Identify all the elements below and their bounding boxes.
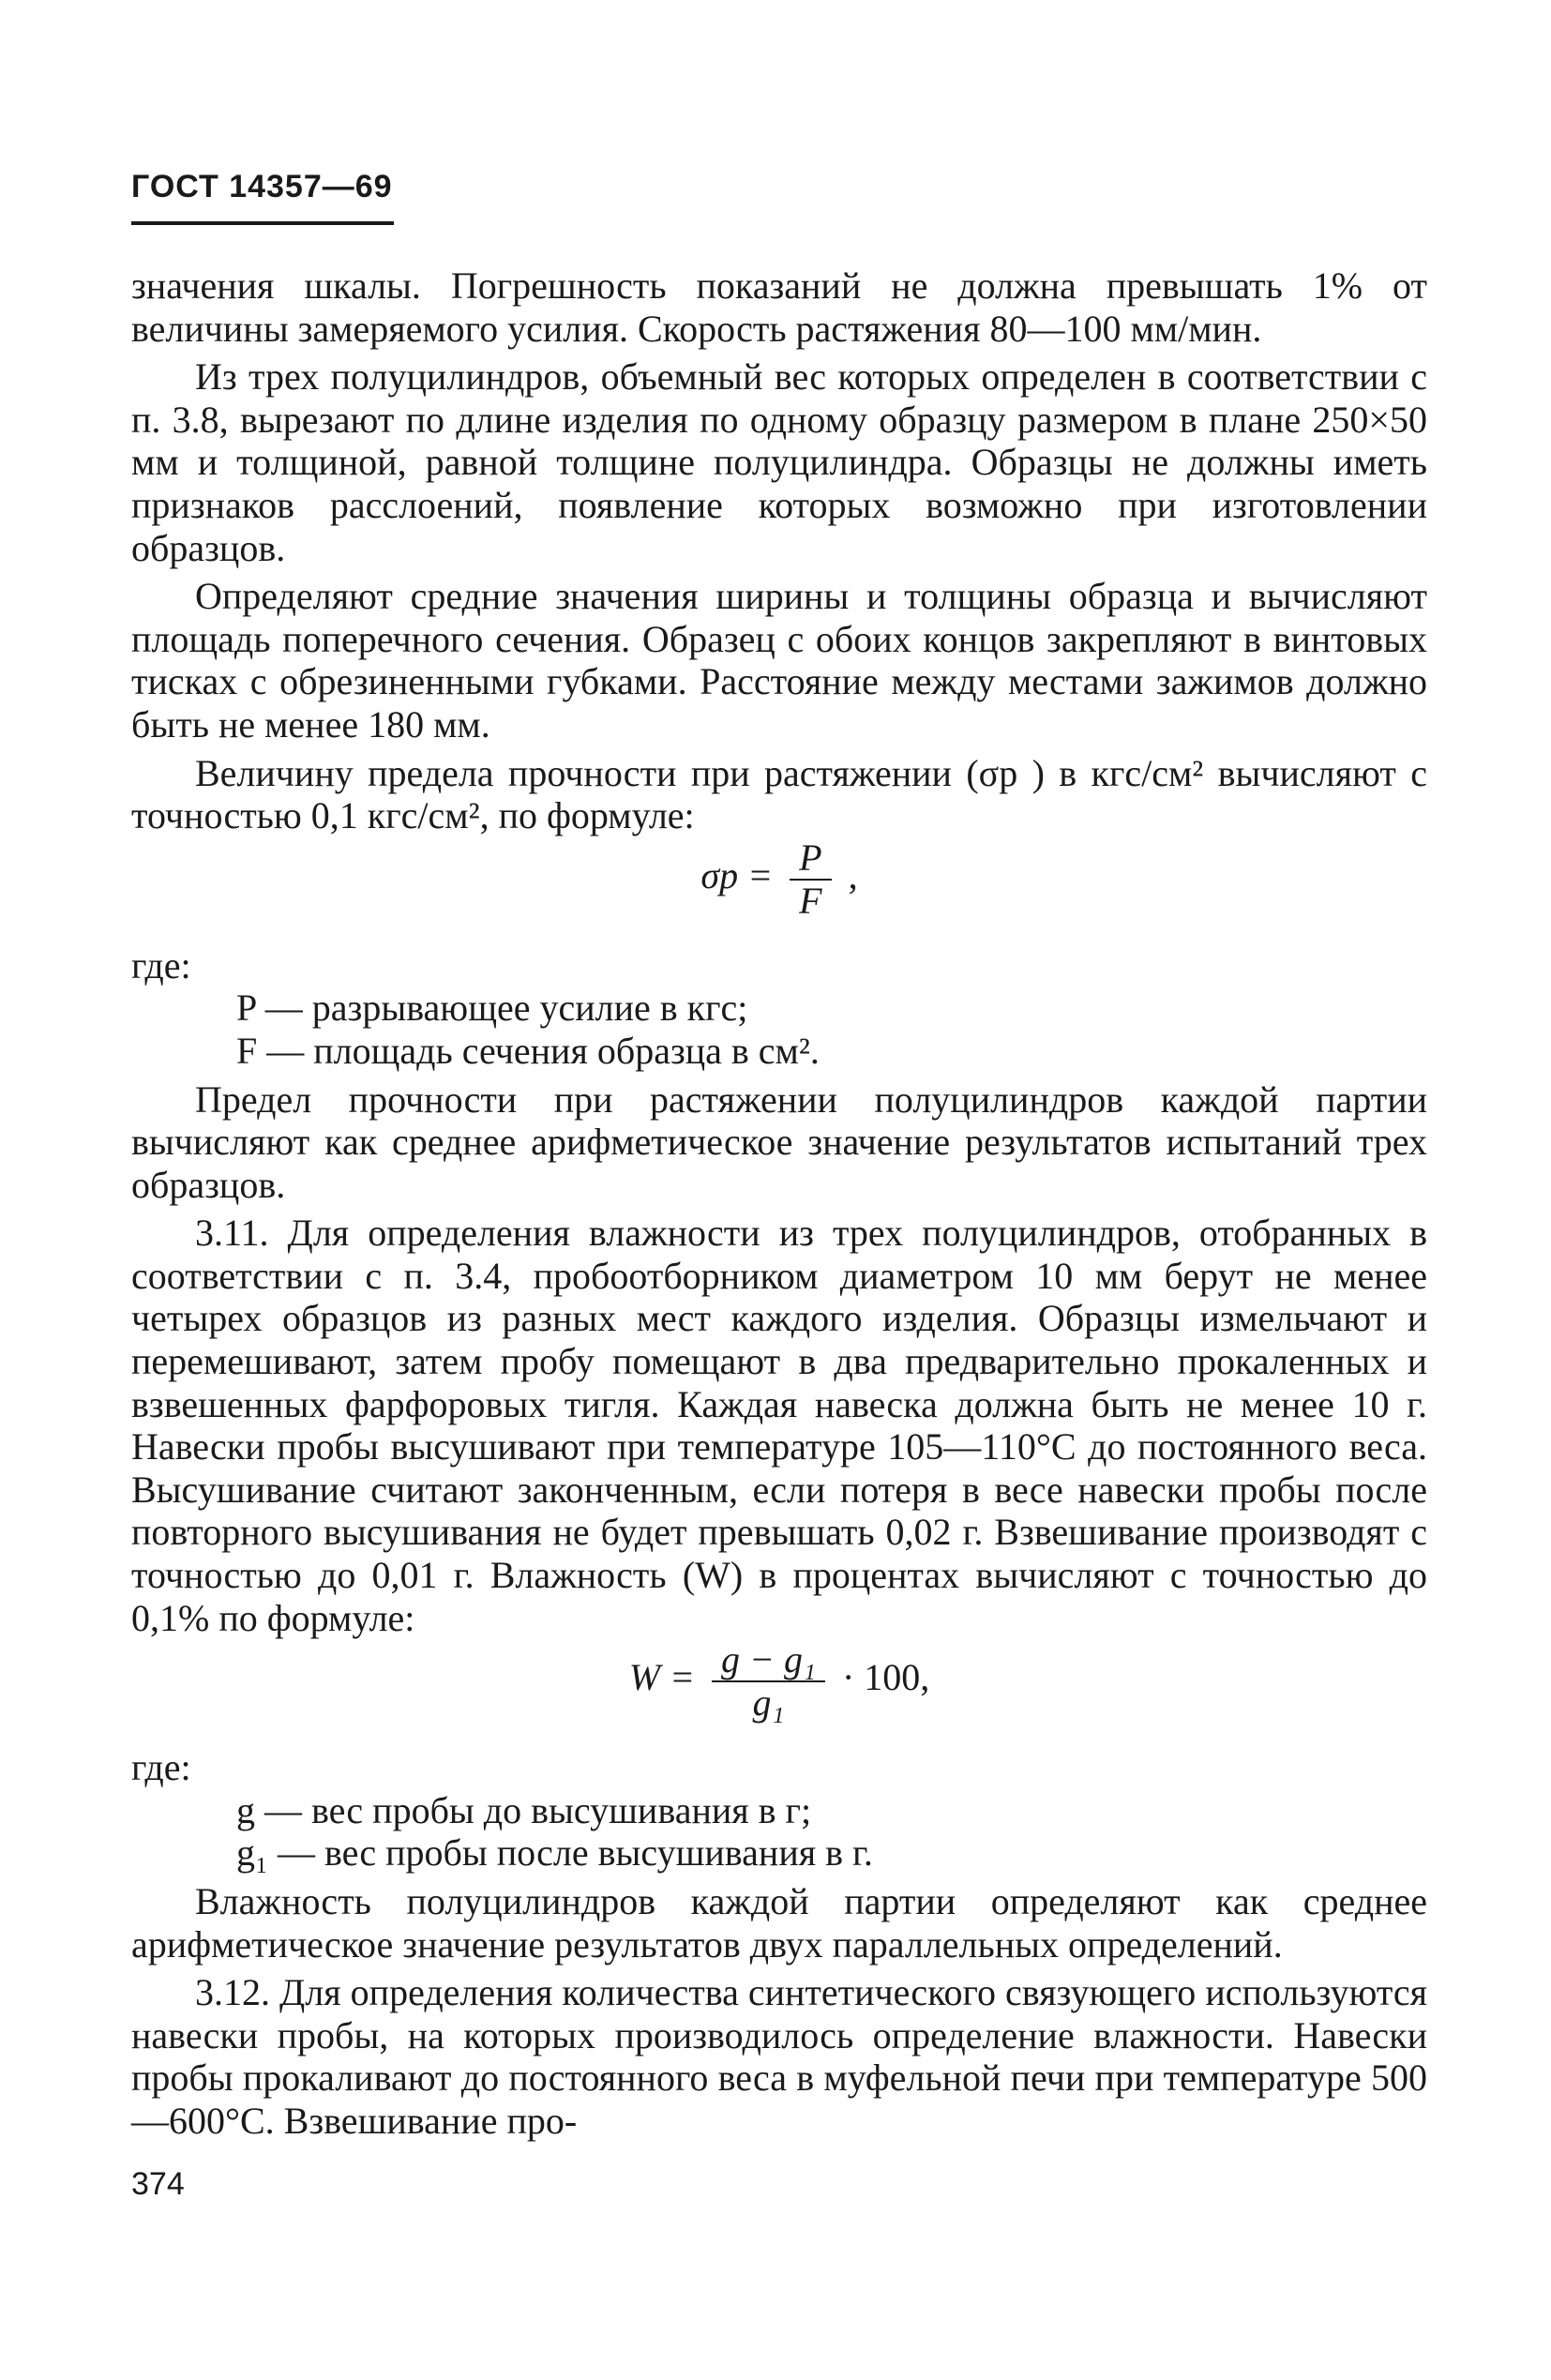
definitions-list bbox=[131, 1789, 1427, 1875]
document-body bbox=[131, 264, 1427, 2143]
paragraph: Предел прочности при растяжении полуцилиндров каждой партии вычисляют как среднее арифметическое значение результатов испытаний трех образцов. bbox=[131, 1077, 1427, 1206]
formula-moisture bbox=[131, 1639, 1427, 1742]
formula-numerator: g − g₁ bbox=[712, 1639, 825, 1682]
definition-item: P — разрывающее усилие в кгс; bbox=[236, 987, 748, 1030]
formula-fraction bbox=[712, 1639, 825, 1724]
definition-item: g₁ — вес пробы после высушивания в г. bbox=[236, 1831, 873, 1875]
where-label: где: bbox=[131, 1746, 191, 1789]
paragraph: значения шкалы. Погрешность показаний не должна превышать 1% от величины замеряемого усилия. Скорость растяжения 80—100 мм/мин. bbox=[131, 264, 1427, 350]
page-number: 374 bbox=[131, 2166, 185, 2202]
document-header: ГОСТ 14357—69 bbox=[131, 169, 393, 204]
where-label: где: bbox=[131, 943, 191, 987]
definition-item: g — вес пробы до высушивания в г; bbox=[236, 1788, 812, 1831]
paragraph: 3.12. Для определения количества синтетического связующего используются навески пробы, на которых производилось определение влажности. Навески пробы прокаливают до постоянного веса в муфельной печи при температуре 500—600°С. Взвешивание про- bbox=[131, 1971, 1427, 2142]
paragraph: Определяют средние значения ширины и толщины образца и вычисляют площадь поперечного сечения. Образец с обоих концов закрепляют в винтовых тисках с обрезиненными губками. Расстояние между местами зажимов должно быть не менее 180 мм. bbox=[131, 575, 1427, 746]
formula-fraction bbox=[790, 837, 831, 922]
formula-tail: , bbox=[848, 853, 858, 896]
definitions-list bbox=[131, 987, 1427, 1072]
paragraph: Из трех полуцилиндров, объемный вес которых определен в соответствии с п. 3.8, вырезают по длине изделия по одному образцу размером в плане 250×50 мм и толщиной, равной толщине полуцилиндра. Образцы не должны иметь признаков расслоений, появление которых возможно при изготовлении образцов. bbox=[131, 355, 1427, 569]
paragraph: Величину предела прочности при растяжении (σр ) в кгс/см² вычисляют с точностью 0,1 кгс/см², по формуле: bbox=[131, 751, 1427, 837]
formula-numerator: P bbox=[790, 837, 831, 881]
formula-denominator: F bbox=[799, 879, 822, 922]
formula-lhs: W = bbox=[628, 1656, 696, 1699]
formula-lhs: σр = bbox=[700, 853, 774, 896]
formula-tail: · 100, bbox=[841, 1656, 930, 1699]
paragraph: 3.11. Для определения влажности из трех полуцилиндров, отобранных в соответствии с п. 3.4, пробоотборником диаметром 10 мм берут не менее четырех образцов из разных мест каждого изделия. Образцы измельчают и перемешивают, затем пробу помещают в два предварительно прокаленных и взвешенных фарфоровых тигля. Каждая навеска должна быть не менее 10 г. Навески пробы высушивают при температуре 105—110°С до постоянного веса. Высушивание считают законченным, если потеря в весе навески пробы после повторного высушивания не будет превышать 0,02 г. Взвешивание производят с точностью до 0,01 г. Влажность (W) в процентах вычисляют с точностью до 0,1% по формуле: bbox=[131, 1212, 1427, 1639]
formula-denominator: g₁ bbox=[752, 1681, 785, 1725]
formula-strength bbox=[131, 837, 1427, 941]
header-rule bbox=[131, 221, 394, 225]
definition-item: F — площадь сечения образца в см². bbox=[236, 1029, 820, 1072]
paragraph: Влажность полуцилиндров каждой партии определяют как среднее арифметическое значение результатов двух параллельных определений. bbox=[131, 1880, 1427, 1966]
